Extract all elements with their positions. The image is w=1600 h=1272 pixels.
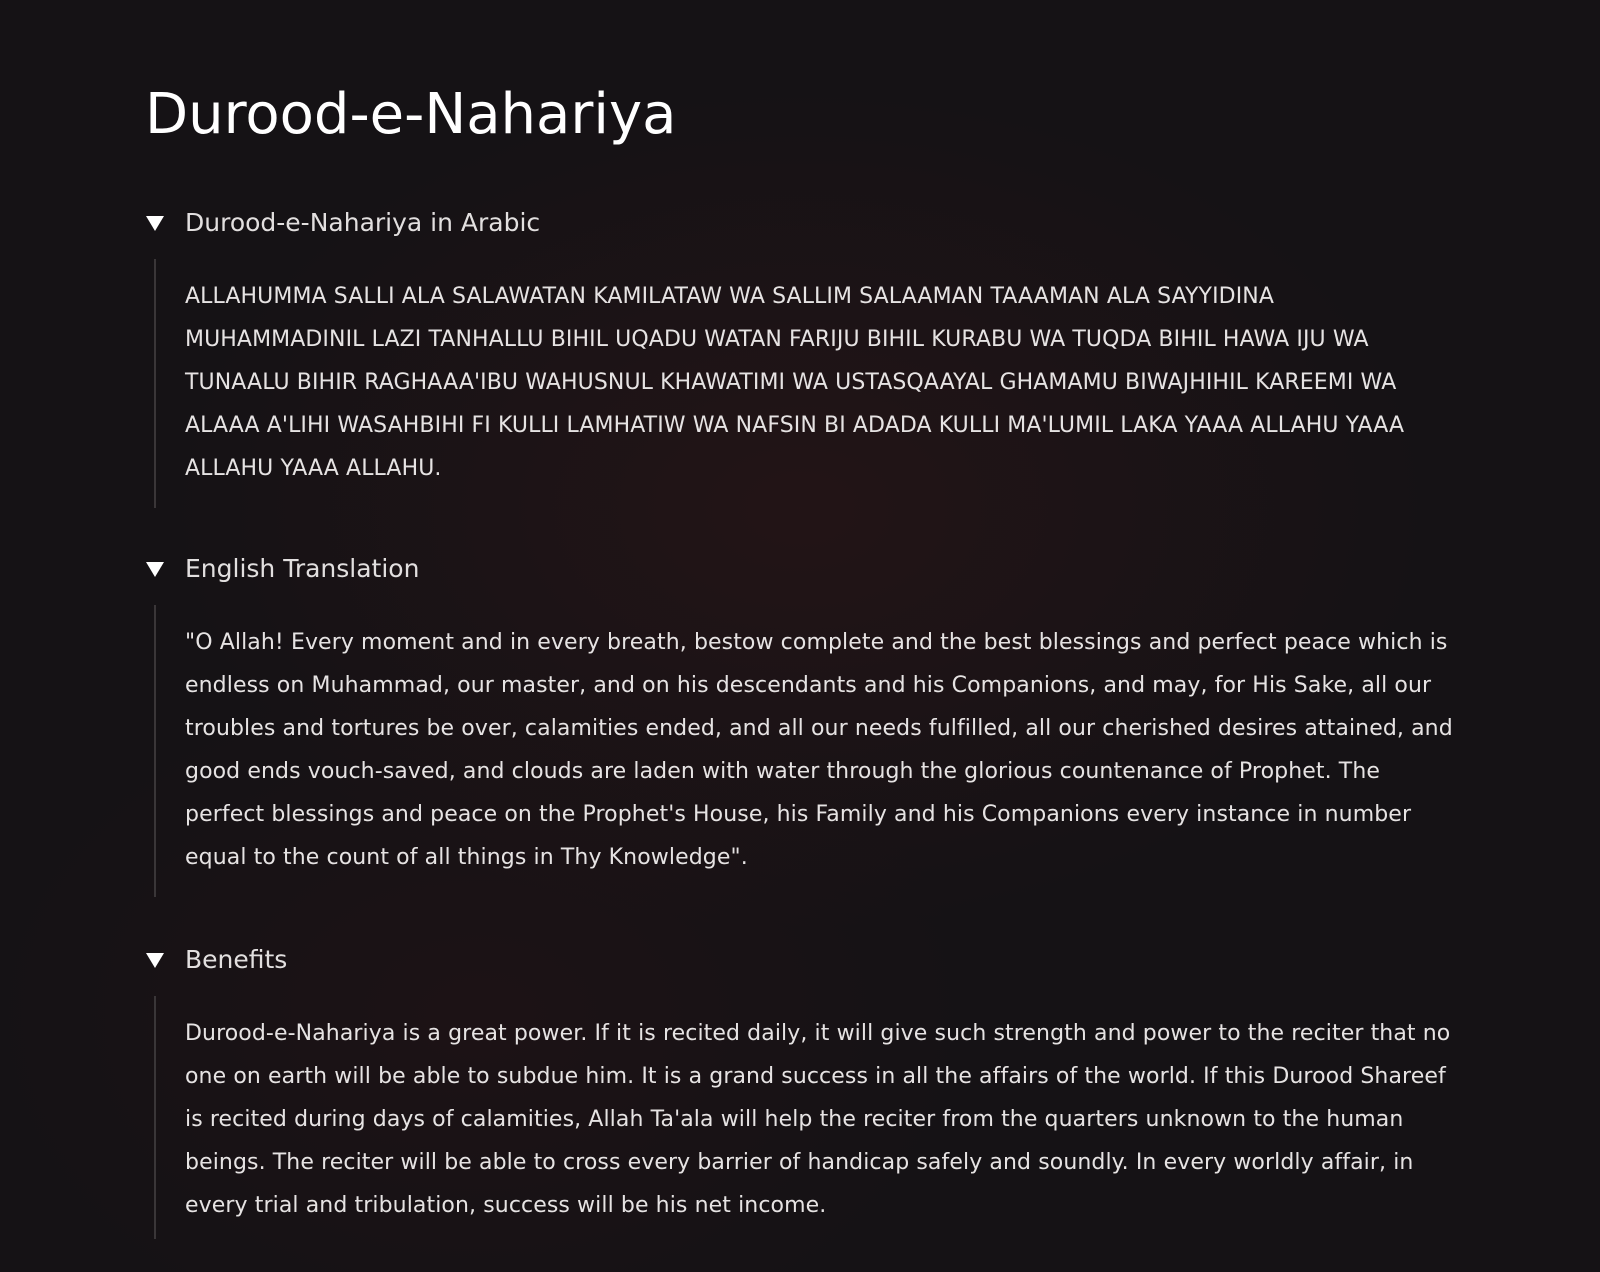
section-title: Durood-e-Nahariya in Arabic — [185, 208, 541, 237]
section-toggle-arabic[interactable] — [145, 206, 1455, 240]
triangle-down-icon — [145, 943, 185, 977]
page-title: Durood-e-Nahariya — [145, 82, 677, 147]
arabic-transliteration-text: ALLAHUMMA SALLI ALA SALAWATAN KAMILATAW WA SALLIM SALAAMAN TAAAMAN ALA SAYYIDINA MUHAMMADINIL LAZI TANHALLU BIHIL UQADU WATAN FARIJU BIHIL KURABU WA TUQDA BIHIL HAWA IJU WA TUNAALU BIHIR RAGHAAA'IBU WAHUSNUL KHAWATIMI WA USTASQAAYAL GHAMAMU BIWAJHIHIL KAREEMI WA ALAAA A'LIHI WASAHBIHI FI KULLI LAMHATIW WA NAFSIN BI ADADA KULLI MA'LUMIL LAKA YAAA ALLAHU YAAA ALLAHU YAAA ALLAHU. — [185, 284, 1405, 481]
section-content — [154, 605, 1455, 897]
translation-text: "O Allah! Every moment and in every breath, bestow complete and the best blessings and perfect peace which is endless on Muhammad, our master, and on his descendants and his Companions, and may, for His Sake, all our troubles and tortures be over, calamities ended, and all our needs fulfilled, all our cherished desires attained, and good ends vouch-saved, and clouds are laden with water through the glorious countenance of Prophet. The perfect blessings and peace on the Prophet's House, his Family and his Companions every instance in number equal to the count of all things in Thy Knowledge". — [185, 630, 1453, 870]
section-arabic — [145, 206, 1455, 508]
section-content — [154, 259, 1455, 508]
triangle-down-icon — [145, 552, 185, 586]
section-benefits — [145, 943, 1455, 1239]
section-title: Benefits — [185, 945, 288, 974]
section-toggle-translation[interactable] — [145, 552, 1455, 586]
section-toggle-benefits[interactable] — [145, 943, 1455, 977]
benefits-text: Durood-e-Nahariya is a great power. If it is recited daily, it will give such strength and power to the reciter that no one on earth will be able to subdue him. It is a grand success in all the affairs of the world. If this Durood Shareef is recited during days of calamities, Allah Ta'ala will help the reciter from the quarters unknown to the human beings. The reciter will be able to cross every barrier of handicap safely and soundly. In every worldly affair, in every trial and tribulation, success will be his net income. — [185, 1021, 1451, 1218]
section-english-translation — [145, 552, 1455, 897]
section-title: English Translation — [185, 554, 420, 583]
section-content — [154, 996, 1455, 1239]
triangle-down-icon — [145, 206, 185, 240]
